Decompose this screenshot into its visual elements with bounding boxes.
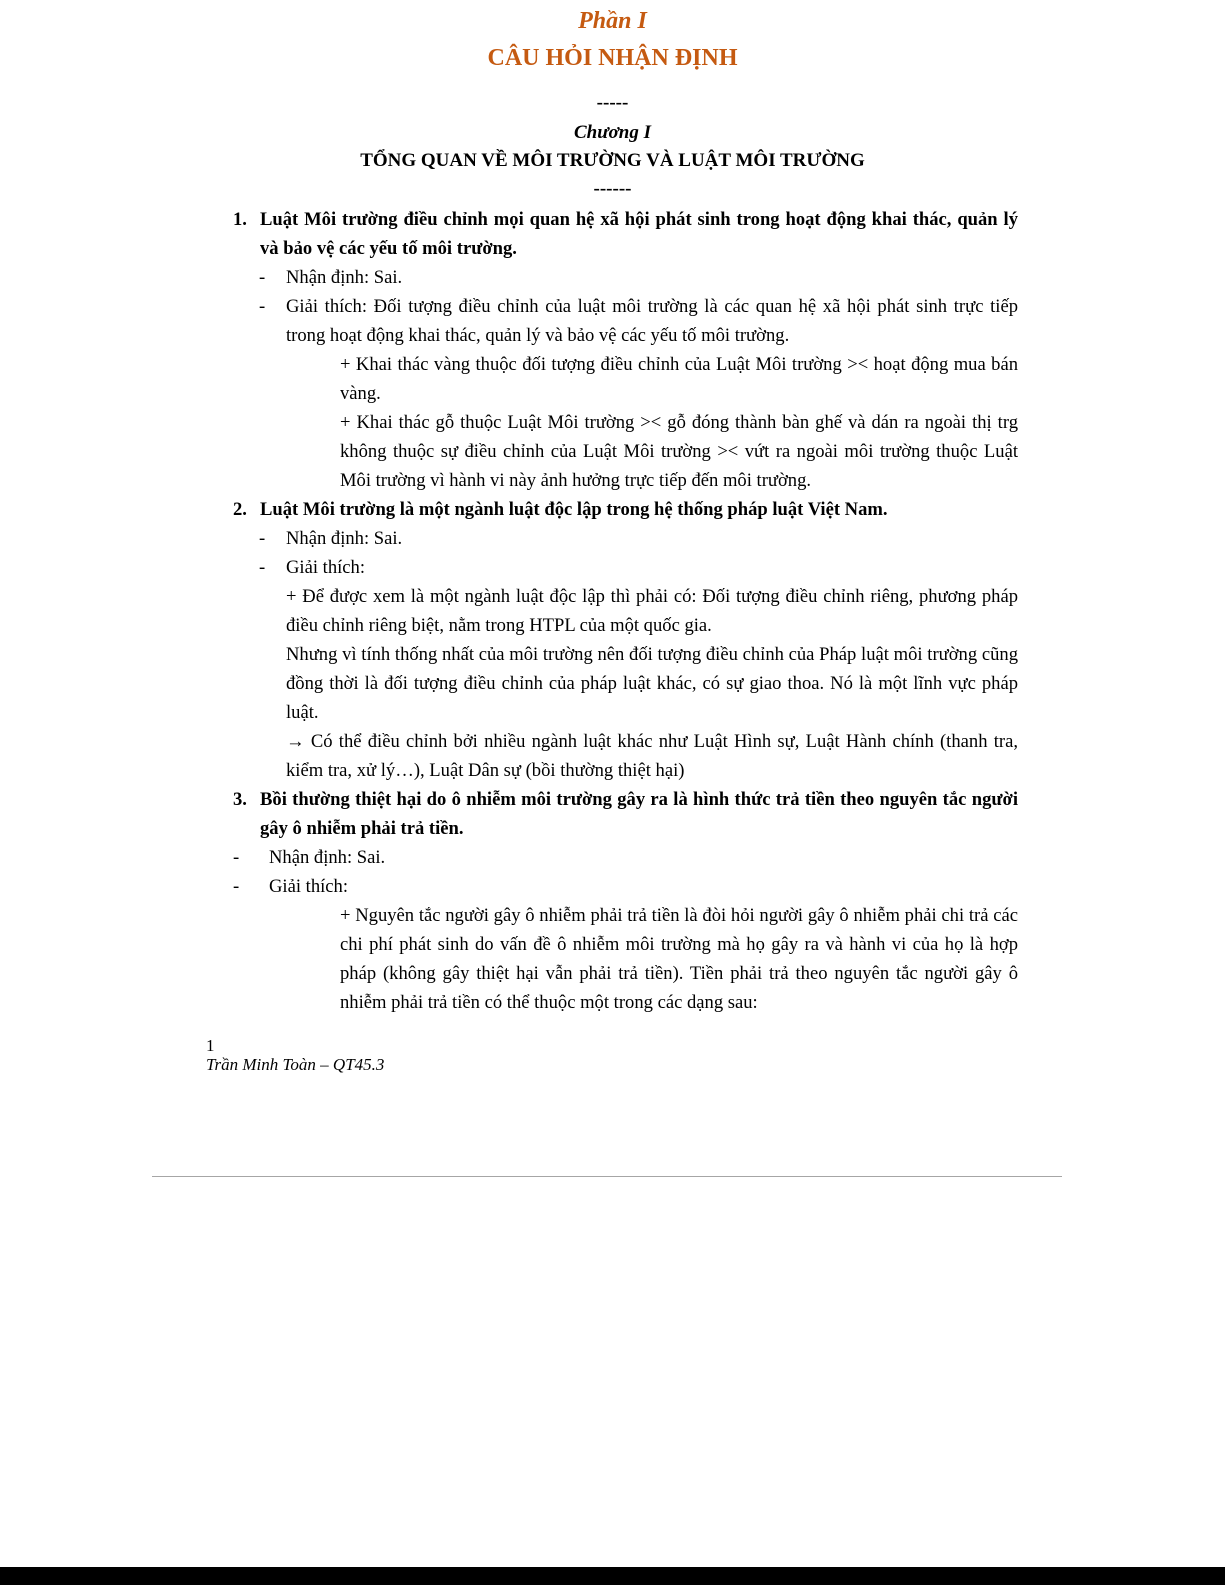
viewer-bottom-bar [0,1567,1225,1585]
explanation-text: Giải thích: [269,876,349,897]
part-label: Phần I [578,8,647,34]
footer-author: Trần Minh Toàn – QT45.3 [206,1055,385,1074]
explanation-3 [233,872,1018,901]
chapter-label: Chương I [573,122,652,143]
verdict-text: Nhận định: Sai. [286,528,403,549]
chapter-title: TỔNG QUAN VỀ MÔI TRƯỜNG VÀ LUẬT MÔI TRƯỜNG [360,150,865,171]
dash-bullet: - [259,557,266,578]
explanation-text: Giải thích: Đối tượng điều chỉnh của luật môi trường là các quan hệ xã hội phát sinh trực tiếp trong hoạt động khai thác, quản lý và bảo vệ các yếu tố môi trường. [286,296,1018,346]
question-number: 3. [233,789,247,810]
explanation-2 [233,553,1018,582]
verdict-2 [233,524,1018,553]
question-1 [233,205,1018,263]
question-3 [233,785,1018,843]
dash-bullet: - [259,528,266,549]
dash-bullet: - [259,296,266,317]
verdict-3 [233,843,1018,872]
dash-bullet: - [233,876,240,897]
point-2-1: + Để được xem là một ngành luật độc lập thì phải có: Đối tượng điều chỉnh riêng, phương pháp điều chỉnh riêng biệt, nằm trong HTPL của một quốc gia. [286,586,1018,636]
question-text: Bồi thường thiệt hại do ô nhiễm môi trường gây ra là hình thức trả tiền theo nguyên tắc người gây ô nhiễm phải trả tiền. [260,789,1018,839]
explanation-1 [233,292,1018,350]
separator-top: ----- [596,92,629,113]
point-3-1: + Nguyên tắc người gây ô nhiễm phải trả tiền là đòi hỏi người gây ô nhiễm phải chi trả các chi phí phát sinh do vấn đề ô nhiễm môi trường mà họ gây ra và hành vi của họ là hợp pháp (không gây thiệt hại vẫn phải trả tiền). Tiền phải trả theo nguyên tắc người gây ô nhiễm phải trả tiền có thể thuộc một trong các dạng sau: [340,905,1018,1013]
question-number: 2. [233,499,247,520]
part-heading: CÂU HỎI NHẬN ĐỊNH [487,45,738,71]
point-2-3: → Có thể điều chỉnh bởi nhiều ngành luật khác như Luật Hình sự, Luật Hành chính (thanh tra, kiểm tra, xử lý…), Luật Dân sự (bồi thường thiệt hại) [286,731,1018,781]
dash-bullet: - [233,847,240,868]
point-1-1: + Khai thác vàng thuộc đối tượng điều chỉnh của Luật Môi trường >< hoạt động mua bán vàng. [340,354,1018,404]
verdict-text: Nhận định: Sai. [286,267,403,288]
page-number: 1 [206,1036,215,1055]
dash-bullet: - [259,267,266,288]
page-divider [152,1176,1062,1177]
document-body [233,205,1018,1017]
separator-bottom: ------ [593,178,632,199]
question-2 [233,495,1018,524]
question-text: Luật Môi trường điều chỉnh mọi quan hệ xã hội phát sinh trong hoạt động khai thác, quản lý và bảo vệ các yếu tố môi trường. [260,209,1018,259]
verdict-text: Nhận định: Sai. [269,847,386,868]
question-number: 1. [233,209,247,230]
verdict-1 [233,263,1018,292]
point-2-2: Nhưng vì tính thống nhất của môi trường nên đối tượng điều chỉnh của Pháp luật môi trường cũng đồng thời là đối tượng điều chỉnh của pháp luật khác, có sự giao thoa. Nó là một lĩnh vực pháp luật. [286,644,1018,723]
point-1-2: + Khai thác gỗ thuộc Luật Môi trường >< gỗ đóng thành bàn ghế và dán ra ngoài thị trg không thuộc sự điều chỉnh của Luật Môi trường >< vứt ra ngoài môi trường thuộc Luật Môi trường vì hành vi này ảnh hưởng trực tiếp đến môi trường. [340,412,1018,491]
question-text: Luật Môi trường là một ngành luật độc lập trong hệ thống pháp luật Việt Nam. [260,499,888,520]
explanation-text: Giải thích: [286,557,366,578]
